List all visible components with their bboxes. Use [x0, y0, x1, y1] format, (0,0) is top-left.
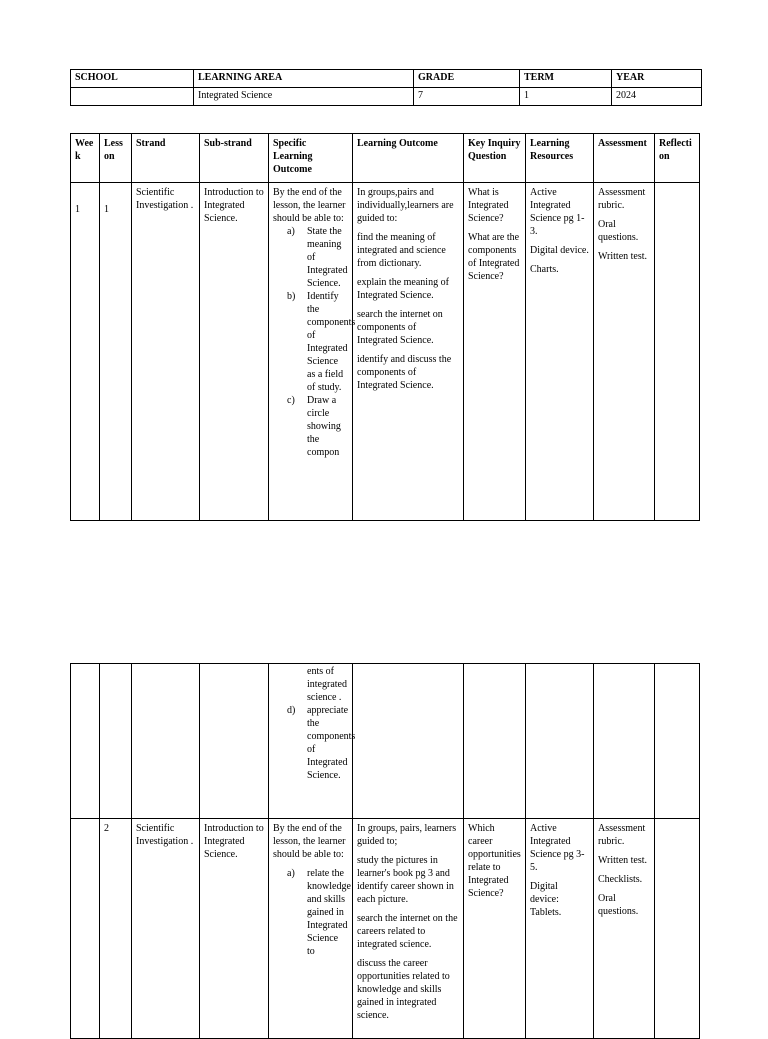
kiq-text: What are the components of Integrated Science?	[468, 232, 520, 282]
learning-outcome-header: Learning Outcome	[353, 134, 464, 183]
experiences-cell	[353, 819, 464, 1039]
resources-header: Learning Resources	[526, 134, 594, 183]
table-row	[71, 819, 700, 1039]
resource-text: Digital device: Tablets.	[530, 881, 562, 918]
experience-text: find the meaning of integrated and science from dictionary.	[357, 232, 446, 269]
experiences-cell	[353, 183, 464, 521]
strand-cell: Scientific Investigation .	[132, 183, 200, 521]
year-header: YEAR	[612, 70, 702, 88]
assessment-text: Written test.	[598, 855, 648, 866]
experiences-cell	[353, 664, 464, 819]
substrand-cell: Introduction to Integrated Science.	[200, 183, 269, 521]
kiq-cell	[464, 183, 526, 521]
lesson-cell: 2	[100, 819, 132, 1039]
assessment-text: Written test.	[598, 251, 648, 262]
resource-text: Charts.	[530, 264, 559, 275]
resource-text: Digital device.	[530, 245, 589, 256]
resource-text: Active Integrated Science pg 3-5.	[530, 823, 585, 873]
plan-header-row	[71, 134, 700, 183]
week-cell	[71, 664, 100, 819]
grade-value: 7	[414, 88, 520, 106]
strand-cell: Scientific Investigation .	[132, 819, 200, 1039]
list-item: b) Identify the components of Integrated Science as a field of study.	[287, 291, 356, 393]
slo-list	[273, 867, 351, 958]
slo-cell	[269, 664, 356, 819]
school-header: SCHOOL	[71, 70, 194, 88]
experience-text: explain the meaning of Integrated Science.	[357, 277, 449, 301]
kiq-header: Key Inquiry Question	[464, 134, 526, 183]
resources-cell	[526, 819, 594, 1039]
slo-cell	[269, 183, 356, 521]
table-row	[71, 664, 700, 819]
assessment-cell	[594, 819, 655, 1039]
reflection-cell	[655, 183, 700, 521]
header-row	[71, 70, 702, 88]
list-item: c) Draw a circle showing the compon	[287, 395, 341, 458]
experience-text: study the pictures in learner's book pg 3 and identify career shown in each picture.	[357, 855, 454, 905]
resources-cell	[526, 664, 594, 819]
experience-text: search the internet on components of Integrated Science.	[357, 309, 443, 346]
experience-text: identify and discuss the components of Integrated Science.	[357, 354, 452, 391]
slo-intro: By the end of the lesson, the learner should be able to:	[273, 187, 346, 224]
reflection-cell	[655, 664, 700, 819]
slo-intro: By the end of the lesson, the learner should be able to:	[273, 823, 346, 860]
slo-list	[273, 225, 356, 459]
strand-cell	[132, 664, 200, 819]
grade-header: GRADE	[414, 70, 520, 88]
assessment-text: Checklists.	[598, 874, 643, 885]
reflection-cell	[655, 819, 700, 1039]
school-value	[71, 88, 194, 106]
table-row	[71, 183, 700, 521]
strand-header: Strand	[132, 134, 200, 183]
experience-text: In groups,pairs and individually,learners are guided to:	[357, 187, 454, 224]
kiq-text: Which career opportunities relate to Integrated Science?	[468, 823, 521, 899]
learning-area-value: Integrated Science	[194, 88, 414, 106]
assessment-cell	[594, 664, 655, 819]
header-values-row	[71, 88, 702, 106]
resources-cell	[526, 183, 594, 521]
kiq-cell	[464, 819, 526, 1039]
lesson-cell	[100, 664, 132, 819]
list-item: d) appreciate the components of Integrated Science.	[287, 705, 356, 781]
slo-cell	[269, 819, 353, 1039]
experience-text: search the internet on the careers related to integrated science.	[357, 913, 458, 950]
substrand-cell	[200, 664, 269, 819]
assessment-text: Oral questions.	[598, 219, 639, 243]
lesson-cell: 1	[100, 183, 132, 521]
header-table	[70, 69, 702, 106]
kiq-cell	[464, 664, 526, 819]
year-value: 2024	[612, 88, 702, 106]
assessment-text: Assessment rubric.	[598, 823, 646, 847]
reflection-header: Reflection	[655, 134, 700, 183]
week-cell	[71, 819, 100, 1039]
assessment-header: Assessment	[594, 134, 655, 183]
slo-header: Specific Learning Outcome	[269, 134, 353, 183]
week-header: Week	[71, 134, 100, 183]
learning-area-header: LEARNING AREA	[194, 70, 414, 88]
slo-continuation: ents of integrated science .	[307, 666, 347, 703]
experience-text: discuss the career opportunities related to knowledge and skills gained in integrated science.	[357, 958, 450, 1021]
experience-text: In groups, pairs, learners guided to;	[357, 823, 457, 847]
lesson-plan-table	[70, 133, 700, 521]
lesson-header: Lesson	[100, 134, 132, 183]
kiq-text: What is Integrated Science?	[468, 187, 509, 224]
term-value: 1	[520, 88, 612, 106]
slo-list	[273, 704, 356, 782]
term-header: TERM	[520, 70, 612, 88]
substrand-cell: Introduction to Integrated Science.	[200, 819, 269, 1039]
substrand-header: Sub-strand	[200, 134, 269, 183]
assessment-text: Assessment rubric.	[598, 187, 646, 211]
assessment-cell	[594, 183, 655, 521]
resource-text: Active Integrated Science pg 1-3.	[530, 187, 585, 237]
list-item: a) State the meaning of Integrated Science.	[287, 226, 348, 289]
lesson-plan-table-continued	[70, 663, 700, 1039]
list-item: a) relate the knowledge and skills gained in Integrated Science to	[287, 868, 351, 957]
assessment-text: Oral questions.	[598, 893, 639, 917]
week-cell: 1	[71, 183, 100, 521]
